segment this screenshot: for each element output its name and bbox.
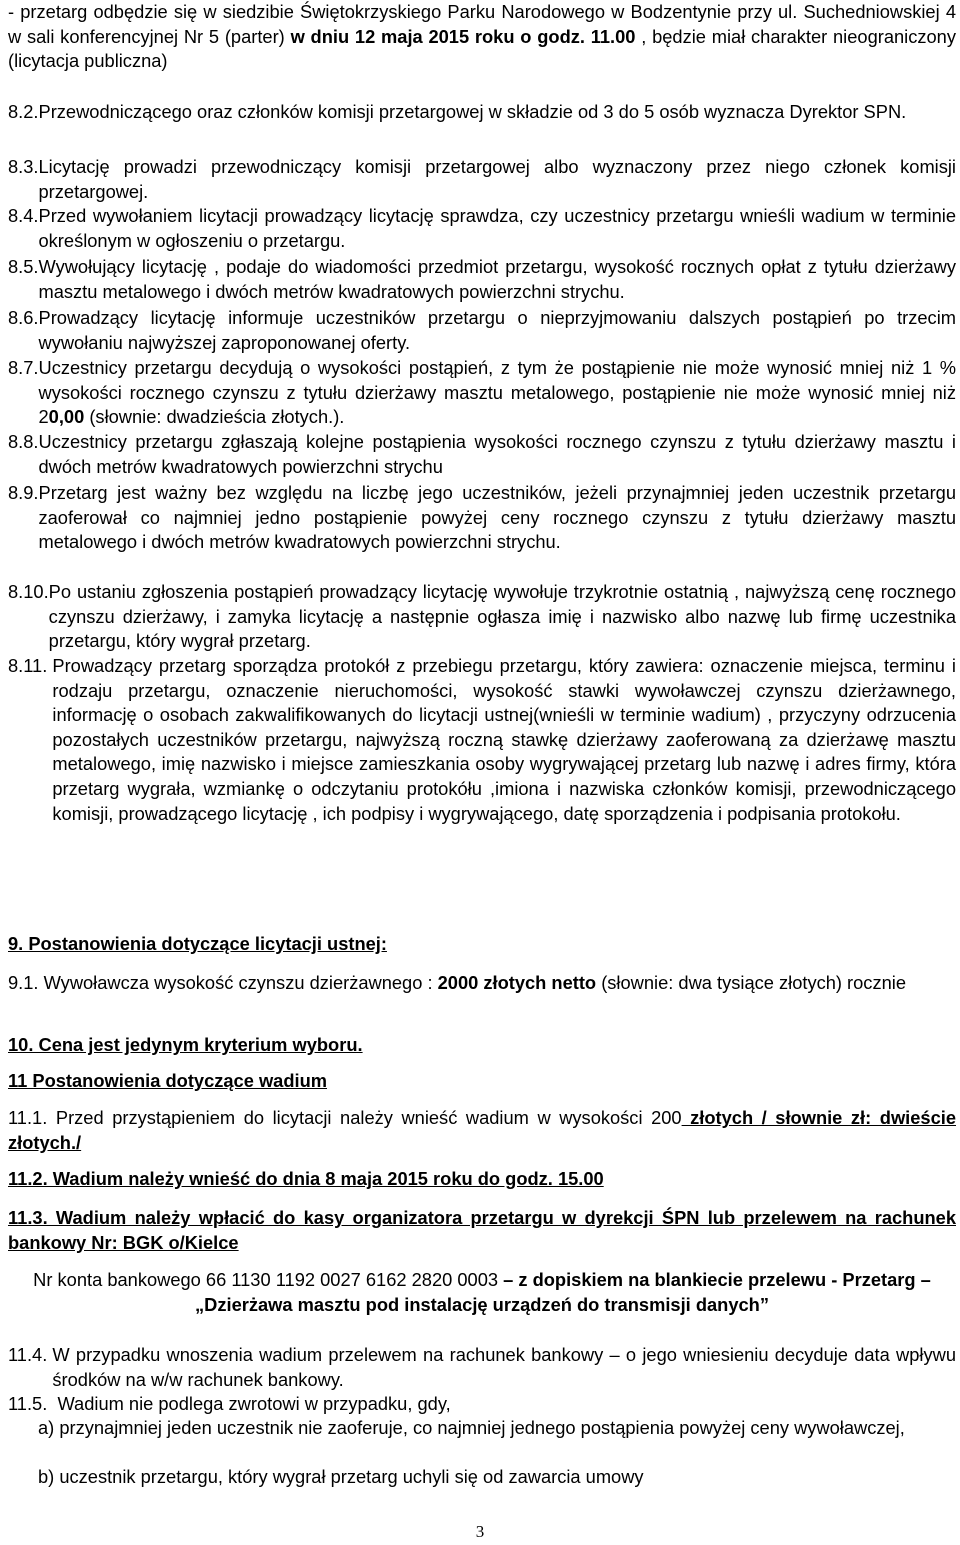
item-text-bold: 0,00 [48,406,85,428]
item-number: 8.3. [8,156,39,177]
item-text-a: Przed przystąpieniem do licytacji należy wnieść wadium w wysokości 200 [55,1107,682,1128]
section11-item-2: 11.2. Wadium należy wnieść do dnia 8 maja 2015 roku do godz. 15.00 [8,1168,604,1189]
item-text: Wywołujący licytację , podaje do wiadomości przedmiot przetargu, wysokość rocznych opłat z tytułu dzierżawy masztu metalowego i dwóch metrów kwadratowych powierzchni strychu. [38,256,956,302]
item-number: 8.2. [8,101,39,122]
item-number: 8.8. [8,431,39,452]
section8-item-9 [8,481,956,555]
item-text: Prowadzący licytację informuje uczestników przetargu o nieprzyjmowaniu dalszych postąpień po trzecim wywołaniu najwyższej zaproponowanej oferty. [38,307,956,353]
item-text [44,971,956,996]
item-text: Licytację prowadzi przewodniczący komisji przetargowej albo wyznaczony przez niego członek komisji przetargowej. [38,156,956,202]
item-text: Przewodniczącego oraz członków komisji przetargowej w składzie od 3 do 5 osób wyznacza Dyrektor SPN. [38,101,907,122]
section8-item-10 [8,580,956,654]
item-text-bold: złotych / słownie zł: dwieście złotych./ [8,1107,956,1153]
section8-item-7 [8,356,956,430]
item-text: Wadium nie podlega zwrotowi w przypadku, gdy, [57,1393,451,1414]
item-text-b: (słownie: dwadzieścia złotych.). [84,406,345,428]
sub-text: uczestnik przetargu, który wygrał przetarg uchyli się od zawarcia umowy [59,1466,644,1487]
section11-sub-a [38,1416,956,1441]
section8-item-8 [8,430,956,479]
item-number: 8.4. [8,205,39,226]
transfer-title-text: – z dopiskiem na blankiecie przelewu - Przetarg – „Dzierżawa masztu pod instalację urządzeń do transmisji danych” [195,1269,931,1315]
item-number: 8.7. [8,357,39,378]
item-number: 8.6. [8,307,39,328]
account-number-text: Nr konta bankowego 66 1130 1192 0027 6162 2820 0003 [33,1269,504,1290]
item-number: 8.5. [8,256,39,277]
item-text: Przed wywołaniem licytacji prowadzący licytację sprawdza, czy uczestnicy przetargu wnieśli wadium w terminie określonym w ogłoszeniu o przetargu. [38,205,956,251]
item-number: 8.11. [8,655,53,676]
section11-heading: 11 Postanowienia dotyczące wadium [8,1070,328,1091]
item-number: 11.4. [8,1344,53,1365]
item-number: 11.1. [8,1107,56,1128]
item-number: 8.10. [8,581,49,602]
section8-item-3 [8,155,956,204]
sub-letter: b) [38,1466,60,1487]
intro-date-bold: w dniu 12 maja 2015 roku o godz. 11.00 [290,25,636,47]
page-number: 3 [475,1522,485,1541]
section10-heading: 10. Cena jest jedynym kryterium wyboru. [8,1034,363,1055]
section8-item-5 [8,255,956,304]
item-text: Uczestnicy przetargu zgłaszają kolejne postąpienia wysokości rocznego czynszu z tytułu dzierżawy masztu i dwóch metrów kwadratowych powierzchni strychu [38,431,956,477]
section11-sub-b [38,1465,956,1490]
bank-account-note [8,1268,956,1317]
item-number: 9.1. [8,972,44,993]
intro-text-a: - przetarg odbędzie się w siedzibie Świętokrzyskiego Parku Narodowego w Bodzentynie przy ul. Suchedniowskiej 4 w sali konferencyjnej Nr 5 (parter) [8,1,956,47]
section11-item-1 [8,1106,956,1155]
item-text: Prowadzący przetarg sporządza protokół z przebiegu przetargu, który zawiera: oznaczenie miejsca, terminu i rodzaju przetargu, oznaczenie nieruchomości, wysokość stawki wywoławczej czynszu dzierżawnego, informację o osobach zakwalifikowanych do licytacji ustnej(wnieśli w terminie wadium) , przyczyny odrzucenia pozostałych uczestników przetargu, najwyższą roczną stawkę dzierżawy zaoferowaną za dzierżawę masztu metalowego, imię nazwisko i miejsce zamieszkania osoby wygrywającej przetarg lub nazwę i adres firmy, która przetarg wygrała, wzmiankę o odczytaniu protokółu ,imiona i nazwiska członków komisji, przewodniczącego komisji, prowadzącego licytację , ich podpisy i wygrywającego, datę sporządzenia i podpisania protokołu. [52,655,956,824]
item-number: 11.5. [8,1393,58,1414]
sub-text: przynajmniej jeden uczestnik nie zaoferuje, co najmniej jednego postąpienia powyżej ceny wywoławczej, [59,1417,905,1438]
item-number: 8.9. [8,482,39,503]
item-text: Przetarg jest ważny bez względu na liczbę jego uczestników, jeżeli przynajmniej jeden uczestnik przetargu zaoferował co najmniej jedno postąpienie powyżej ceny rocznego czynszu z tytułu dzierżawy masztu metalowego i dwóch metrów kwadratowych powierzchni strychu. [38,482,956,553]
section8-item-2 [8,100,956,125]
item-text: Po ustaniu zgłoszenia postąpień prowadzący licytację wywołuje trzykrotnie ostatnią , najwyższą cenę rocznego czynszu dzierżawy, i zamyka licytację a następnie ogłasza imię i nazwisko albo nazwę lub firmę uczestnika przetargu, który wygrał przetarg. [48,581,956,652]
intro-text-c: , będzie miał charakter nieograniczony (licytacja publiczna) [8,25,956,72]
section11-item-4 [8,1343,956,1392]
item-text [39,356,957,430]
intro-paragraph [8,0,956,74]
section8-item-4 [8,204,956,253]
section9-heading: 9. Postanowienia dotyczące licytacji ustnej: [8,933,387,954]
item-text-b: (słownie: dwa tysiące złotych) rocznie [596,972,906,993]
section8-item-11 [8,654,956,826]
item-text: W przypadku wnoszenia wadium przelewem na rachunek bankowy – o jego wniesieniu decyduje data wpływu środków na w/w rachunek bankowy. [52,1344,956,1390]
section11-item-5 [8,1392,956,1417]
item-text-a: Wywoławcza wysokość czynszu dzierżawnego : [43,972,438,993]
section9-item-1 [8,971,956,996]
sub-letter: a) [38,1417,60,1438]
section11-item-3: 11.3. Wadium należy wpłacić do kasy organizatora przetargu w dyrekcji ŚPN lub przelewem na rachunek bankowy Nr: BGK o/Kielce [8,1207,956,1253]
item-text-bold: 2000 złotych netto [437,972,597,993]
item-text-a: Uczestnicy przetargu decydują o wysokości postąpień, z tym że postąpienie nie może wynosić mniej niż 1 % wysokości rocznego czynszu z tytułu dzierżawy masztu metalowego, postąpienie nie może wynosić mniej niż 2 [38,357,956,428]
section8-item-6 [8,306,956,355]
